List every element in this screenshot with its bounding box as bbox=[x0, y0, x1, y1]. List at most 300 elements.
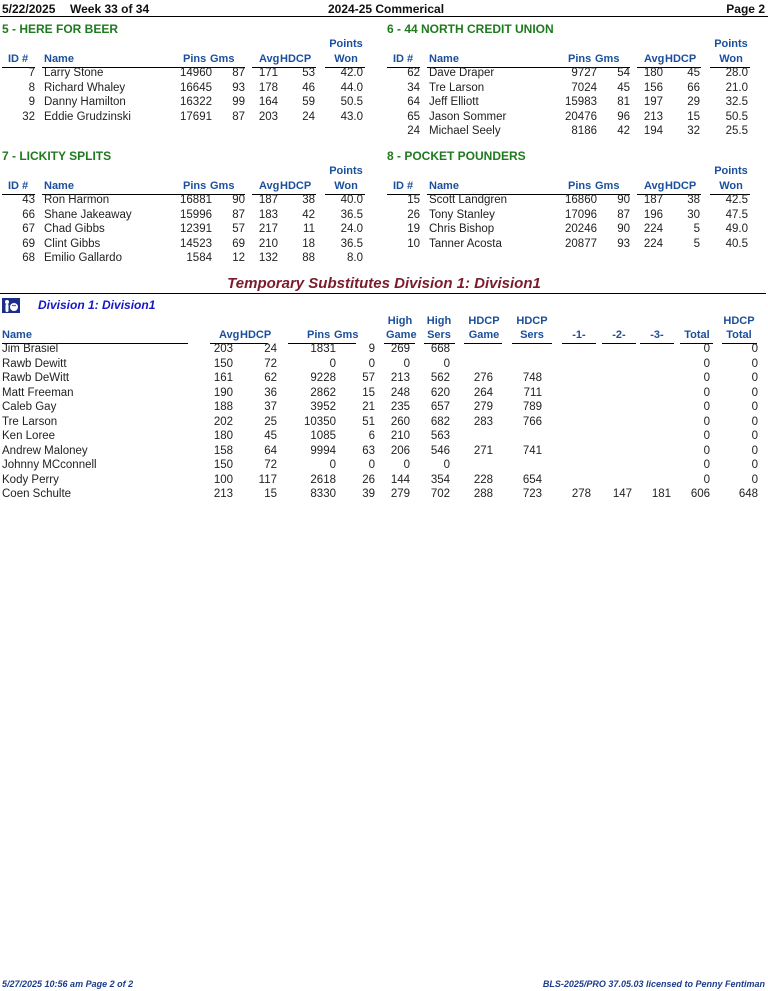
high-game-header: Game bbox=[386, 329, 417, 341]
player-average: 132 bbox=[258, 252, 278, 264]
sub-hdcp-series: 766 bbox=[522, 415, 542, 428]
sub-game2: 147 bbox=[612, 488, 632, 500]
sub-total: 0 bbox=[703, 415, 710, 428]
sub-hdcp-series: 654 bbox=[522, 473, 542, 486]
player-handicap: 53 bbox=[302, 67, 315, 79]
sub-total: 0 bbox=[703, 430, 710, 442]
header-underline bbox=[640, 343, 674, 344]
col-name-header: Name bbox=[429, 180, 459, 192]
sub-total: 0 bbox=[703, 343, 710, 355]
player-average: 178 bbox=[258, 81, 278, 94]
player-games: 90 bbox=[232, 194, 245, 206]
col-hdcp-header: HDCP bbox=[280, 53, 312, 65]
sub-average: 188 bbox=[213, 401, 233, 413]
sub-hdcp-total: 0 bbox=[751, 386, 758, 399]
player-games: 90 bbox=[617, 223, 630, 235]
player-pins: 14523 bbox=[180, 237, 212, 250]
player-points-won: 43.0 bbox=[340, 110, 363, 123]
gms-header: Gms bbox=[334, 329, 359, 341]
col-name-header: Name bbox=[44, 180, 74, 192]
player-points-won: 28.0 bbox=[725, 67, 748, 79]
player-id: 65 bbox=[407, 110, 420, 123]
player-handicap: 18 bbox=[302, 237, 315, 250]
player-name: Jeff Elliott bbox=[429, 96, 479, 108]
sub-high-game: 0 bbox=[403, 459, 410, 471]
footer-timestamp: 5/27/2025 10:56 am Page 2 of 2 bbox=[2, 979, 134, 989]
player-points-won: 50.5 bbox=[340, 96, 363, 108]
sub-game1: 278 bbox=[571, 488, 591, 500]
player-id: 67 bbox=[22, 223, 35, 235]
hdcp-total-header: Total bbox=[726, 329, 752, 341]
player-name: Larry Stone bbox=[44, 67, 104, 79]
player-games: 87 bbox=[617, 208, 630, 221]
player-name: Michael Seely bbox=[429, 125, 501, 137]
sub-hdcp-total: 0 bbox=[751, 401, 758, 413]
sub-high-series: 702 bbox=[430, 488, 450, 500]
player-points-won: 50.5 bbox=[725, 110, 748, 123]
player-pins: 1584 bbox=[186, 252, 212, 264]
sub-pins: 8330 bbox=[310, 488, 336, 500]
player-name: Jason Sommer bbox=[429, 110, 507, 123]
header-rule bbox=[0, 16, 768, 17]
col-id-header: ID # bbox=[393, 180, 414, 192]
sub-games: 0 bbox=[368, 459, 375, 471]
player-name: Chris Bishop bbox=[429, 223, 495, 235]
sub-total: 0 bbox=[703, 357, 710, 370]
sub-high-game: 210 bbox=[390, 430, 410, 442]
player-id: 66 bbox=[22, 208, 35, 221]
sub-hdcp-game: 264 bbox=[473, 386, 493, 399]
player-pins: 7024 bbox=[571, 81, 597, 94]
col-avg-header: Avg bbox=[644, 180, 665, 192]
sub-high-series: 657 bbox=[430, 401, 450, 413]
player-average: 187 bbox=[643, 194, 663, 206]
player-name: Chad Gibbs bbox=[44, 223, 105, 235]
player-pins: 17691 bbox=[180, 110, 212, 123]
sub-high-game: 213 bbox=[390, 372, 410, 384]
bowling-icon bbox=[2, 298, 20, 313]
player-average: 210 bbox=[258, 237, 278, 250]
sub-average: 203 bbox=[213, 343, 233, 355]
player-name: Dave Draper bbox=[429, 67, 495, 79]
player-games: 54 bbox=[617, 67, 630, 79]
sub-hdcp-total: 0 bbox=[751, 343, 758, 355]
player-handicap: 5 bbox=[693, 223, 700, 235]
col-points-header: Points bbox=[714, 165, 748, 177]
team-title: 5 - HERE FOR BEER bbox=[2, 22, 119, 36]
sub-hdcp-series: 748 bbox=[522, 372, 542, 384]
player-name: Tanner Acosta bbox=[429, 237, 502, 250]
player-handicap: 11 bbox=[303, 223, 315, 235]
sub-total: 0 bbox=[703, 459, 710, 471]
report-week: Week 33 of 34 bbox=[70, 2, 150, 16]
hdcp-game-header: Game bbox=[468, 329, 500, 341]
league-name: 2024-25 Commerical bbox=[328, 2, 445, 16]
sub-games: 57 bbox=[362, 372, 375, 384]
sub-high-game: 235 bbox=[390, 401, 410, 413]
footer-license: BLS-2025/PRO 37.05.03 licensed to Penny Fentiman bbox=[542, 979, 765, 989]
sub-hdcp-game: 279 bbox=[473, 401, 493, 413]
col-gms-header: Gms bbox=[210, 180, 235, 192]
sub-pins: 2618 bbox=[310, 473, 336, 486]
player-points-won: 40.5 bbox=[725, 237, 748, 250]
sub-handicap: 24 bbox=[264, 343, 277, 355]
col-avg-header: Avg bbox=[259, 180, 280, 192]
sub-name: Rawb DeWitt bbox=[2, 372, 70, 384]
col-pins-header: Pins bbox=[568, 180, 592, 192]
sub-hdcp-game: 271 bbox=[473, 444, 493, 457]
sub-pins: 9228 bbox=[310, 372, 336, 384]
player-handicap: 38 bbox=[687, 194, 700, 206]
sub-name: Johnny MCconnell bbox=[2, 459, 97, 471]
sub-average: 100 bbox=[213, 473, 233, 486]
player-average: 224 bbox=[643, 223, 663, 235]
player-pins: 15983 bbox=[565, 96, 597, 108]
player-average: 164 bbox=[258, 96, 278, 108]
col-won-header: Won bbox=[719, 53, 743, 65]
sub-high-series: 682 bbox=[430, 415, 450, 428]
player-name: Clint Gibbs bbox=[44, 237, 101, 250]
sub-total: 0 bbox=[703, 444, 710, 457]
team-title: 8 - POCKET POUNDERS bbox=[387, 149, 526, 163]
sub-pins: 1085 bbox=[310, 430, 336, 442]
player-games: 69 bbox=[232, 237, 245, 250]
col-won-header: Won bbox=[334, 53, 358, 65]
col-name-header: Name bbox=[44, 53, 74, 65]
player-points-won: 47.5 bbox=[725, 208, 748, 221]
pins-header: Pins bbox=[307, 329, 331, 341]
player-pins: 8186 bbox=[571, 125, 597, 137]
hdcp-header: HDCP bbox=[240, 329, 272, 341]
sub-high-game: 144 bbox=[390, 473, 410, 486]
sub-hdcp-total: 0 bbox=[751, 357, 758, 370]
col-points-header: Points bbox=[329, 165, 363, 177]
player-name: Shane Jakeaway bbox=[44, 208, 132, 221]
sub-average: 190 bbox=[213, 386, 233, 399]
sub-pins: 0 bbox=[329, 357, 336, 370]
sub-average: 180 bbox=[213, 430, 233, 442]
sub-pins: 10350 bbox=[304, 415, 336, 428]
player-name: Ron Harmon bbox=[44, 194, 110, 206]
sub-high-series: 620 bbox=[430, 386, 450, 399]
col-gms-header: Gms bbox=[595, 180, 620, 192]
name-header: Name bbox=[2, 329, 32, 341]
player-points-won: 42.5 bbox=[725, 194, 748, 206]
sub-total: 0 bbox=[703, 372, 710, 384]
player-pins: 15996 bbox=[180, 208, 212, 221]
player-id: 8 bbox=[28, 81, 35, 94]
player-games: 87 bbox=[232, 67, 245, 79]
player-games: 96 bbox=[617, 110, 630, 123]
sub-handicap: 15 bbox=[264, 488, 277, 500]
player-handicap: 59 bbox=[302, 96, 315, 108]
sub-high-game: 269 bbox=[390, 343, 410, 355]
player-points-won: 36.5 bbox=[340, 208, 363, 221]
player-pins: 16645 bbox=[180, 81, 212, 94]
player-pins: 20877 bbox=[565, 237, 597, 250]
player-pins: 16881 bbox=[180, 194, 212, 206]
sub-games: 15 bbox=[362, 386, 375, 399]
sub-average: 213 bbox=[213, 488, 233, 500]
player-points-won: 25.5 bbox=[725, 125, 748, 137]
player-id: 10 bbox=[407, 237, 420, 250]
sub-handicap: 72 bbox=[264, 357, 277, 370]
sub-hdcp-total: 0 bbox=[751, 372, 758, 384]
header-underline bbox=[464, 343, 502, 344]
sub-pins: 2862 bbox=[310, 386, 336, 399]
col-id-header: ID # bbox=[8, 180, 29, 192]
player-points-won: 21.0 bbox=[725, 81, 748, 94]
player-points-won: 42.0 bbox=[340, 67, 363, 79]
sub-hdcp-total: 0 bbox=[751, 473, 758, 486]
sub-average: 150 bbox=[213, 357, 233, 370]
avg-header: Avg bbox=[219, 329, 240, 341]
player-name: Emilio Gallardo bbox=[44, 252, 122, 264]
hdcp-series-header: Sers bbox=[520, 329, 544, 341]
player-average: 197 bbox=[643, 96, 663, 108]
sub-hdcp-series: 723 bbox=[522, 488, 542, 500]
col-gms-header: Gms bbox=[595, 53, 620, 65]
player-name: Tre Larson bbox=[429, 81, 485, 94]
player-games: 90 bbox=[617, 194, 630, 206]
col-points-header: Points bbox=[329, 38, 363, 50]
sub-name: Kody Perry bbox=[2, 473, 59, 486]
sub-average: 150 bbox=[213, 459, 233, 471]
sub-games: 9 bbox=[368, 343, 375, 355]
player-id: 19 bbox=[407, 223, 420, 235]
sub-average: 158 bbox=[213, 444, 233, 457]
sub-games: 0 bbox=[368, 357, 375, 370]
sub-high-series: 668 bbox=[430, 343, 450, 355]
player-average: 224 bbox=[643, 237, 663, 250]
sub-hdcp-series: 741 bbox=[522, 444, 542, 457]
total-header: Total bbox=[684, 329, 710, 341]
player-pins: 16322 bbox=[180, 96, 212, 108]
sub-name: Ken Loree bbox=[2, 430, 56, 442]
col-won-header: Won bbox=[334, 180, 358, 192]
player-games: 93 bbox=[232, 81, 245, 94]
team-title: 6 - 44 NORTH CREDIT UNION bbox=[387, 22, 554, 36]
sub-name: Rawb Dewitt bbox=[2, 357, 67, 370]
col-hdcp-header: HDCP bbox=[280, 180, 312, 192]
sub-games: 21 bbox=[362, 401, 375, 413]
sub-hdcp-total: 648 bbox=[738, 488, 758, 500]
player-name: Scott Landgren bbox=[429, 194, 508, 206]
sub-high-series: 563 bbox=[430, 430, 450, 442]
col-avg-header: Avg bbox=[259, 53, 280, 65]
col-pins-header: Pins bbox=[183, 53, 207, 65]
player-points-won: 49.0 bbox=[725, 223, 748, 235]
player-points-won: 40.0 bbox=[340, 194, 363, 206]
player-handicap: 24 bbox=[302, 110, 315, 123]
division-label: Division 1: Division1 bbox=[38, 298, 156, 312]
sub-game3: 181 bbox=[651, 488, 671, 500]
sub-high-game: 279 bbox=[390, 488, 410, 500]
player-name: Eddie Grudzinski bbox=[44, 110, 131, 123]
col-name-header: Name bbox=[429, 53, 459, 65]
sub-high-series: 562 bbox=[430, 372, 450, 384]
player-handicap: 88 bbox=[302, 252, 315, 264]
player-pins: 9727 bbox=[571, 67, 597, 79]
player-pins: 14960 bbox=[180, 67, 212, 79]
subs-title: Temporary Substitutes Division 1: Division1 bbox=[227, 275, 541, 292]
sub-games: 63 bbox=[362, 444, 375, 457]
player-id: 69 bbox=[22, 237, 35, 250]
player-id: 34 bbox=[407, 81, 420, 94]
hdcp-series-header-top: HDCP bbox=[516, 315, 548, 327]
col-id-header: ID # bbox=[393, 53, 414, 65]
player-pins: 20476 bbox=[565, 110, 597, 123]
player-handicap: 42 bbox=[302, 208, 315, 221]
player-id: 7 bbox=[28, 67, 35, 79]
sub-total: 0 bbox=[703, 401, 710, 413]
player-handicap: 45 bbox=[687, 67, 700, 79]
page-number: Page 2 bbox=[726, 2, 765, 16]
sub-hdcp-game: 283 bbox=[473, 415, 493, 428]
player-handicap: 5 bbox=[693, 237, 700, 250]
sub-total: 0 bbox=[703, 473, 710, 486]
player-average: 171 bbox=[258, 67, 278, 79]
sub-name: Andrew Maloney bbox=[2, 444, 88, 457]
sub-high-series: 546 bbox=[430, 444, 450, 457]
header-underline bbox=[562, 343, 596, 344]
sub-high-game: 260 bbox=[390, 415, 410, 428]
player-average: 203 bbox=[258, 110, 278, 123]
sub-name: Tre Larson bbox=[2, 415, 58, 428]
sub-hdcp-total: 0 bbox=[751, 415, 758, 428]
player-name: Tony Stanley bbox=[429, 208, 495, 221]
sub-name: Caleb Gay bbox=[2, 401, 57, 413]
player-points-won: 44.0 bbox=[340, 81, 363, 94]
team-title: 7 - LICKITY SPLITS bbox=[2, 149, 112, 163]
col-hdcp-header: HDCP bbox=[665, 180, 697, 192]
player-average: 213 bbox=[643, 110, 663, 123]
player-id: 26 bbox=[407, 208, 420, 221]
player-handicap: 29 bbox=[687, 96, 700, 108]
player-id: 64 bbox=[407, 96, 420, 108]
player-id: 9 bbox=[28, 96, 35, 108]
col-hdcp-header: HDCP bbox=[665, 53, 697, 65]
player-points-won: 24.0 bbox=[340, 223, 363, 235]
sub-hdcp-series: 711 bbox=[523, 386, 542, 399]
sub-handicap: 117 bbox=[258, 473, 277, 486]
player-name: Richard Whaley bbox=[44, 81, 126, 94]
sub-games: 51 bbox=[362, 415, 375, 428]
sub-hdcp-game: 288 bbox=[473, 488, 493, 500]
player-handicap: 66 bbox=[687, 81, 700, 94]
sub-hdcp-total: 0 bbox=[751, 444, 758, 457]
player-average: 183 bbox=[258, 208, 278, 221]
sub-hdcp-game: 276 bbox=[473, 372, 493, 384]
player-points-won: 32.5 bbox=[725, 96, 748, 108]
player-games: 93 bbox=[617, 237, 630, 250]
sub-high-series: 0 bbox=[443, 357, 450, 370]
sub-high-game: 248 bbox=[390, 386, 410, 399]
col-points-header: Points bbox=[714, 38, 748, 50]
player-id: 32 bbox=[22, 110, 35, 123]
sub-average: 161 bbox=[213, 372, 233, 384]
col-pins-header: Pins bbox=[183, 180, 207, 192]
col-pins-header: Pins bbox=[568, 53, 592, 65]
sub-total: 606 bbox=[690, 488, 710, 500]
sub-hdcp-total: 0 bbox=[751, 430, 758, 442]
subs-rule bbox=[0, 293, 766, 294]
sub-name: Jim Brasiel bbox=[2, 343, 59, 355]
sub-handicap: 25 bbox=[264, 415, 277, 428]
player-average: 194 bbox=[643, 125, 663, 137]
sub-handicap: 64 bbox=[264, 444, 277, 457]
player-games: 45 bbox=[617, 81, 630, 94]
game1-header: -1- bbox=[572, 329, 586, 341]
sub-handicap: 72 bbox=[264, 459, 277, 471]
player-id: 24 bbox=[407, 125, 420, 137]
sub-hdcp-series: 789 bbox=[522, 401, 542, 413]
player-games: 57 bbox=[232, 223, 245, 235]
player-id: 15 bbox=[407, 194, 420, 206]
col-avg-header: Avg bbox=[644, 53, 665, 65]
player-handicap: 38 bbox=[302, 194, 315, 206]
sub-high-series: 0 bbox=[443, 459, 450, 471]
sub-high-series: 354 bbox=[430, 473, 450, 486]
sub-hdcp-game: 228 bbox=[473, 473, 493, 486]
sub-pins: 3952 bbox=[310, 401, 336, 413]
player-handicap: 15 bbox=[687, 110, 700, 123]
sub-games: 6 bbox=[368, 430, 375, 442]
player-pins: 16860 bbox=[565, 194, 597, 206]
sub-handicap: 37 bbox=[264, 401, 277, 413]
sub-hdcp-total: 0 bbox=[751, 459, 758, 471]
sub-handicap: 36 bbox=[264, 386, 277, 399]
player-games: 12 bbox=[232, 252, 245, 264]
player-games: 99 bbox=[232, 96, 245, 108]
player-average: 196 bbox=[643, 208, 663, 221]
sub-high-game: 206 bbox=[390, 444, 410, 457]
hdcp-game-header-top: HDCP bbox=[468, 315, 500, 327]
game3-header: -3- bbox=[650, 329, 664, 341]
player-handicap: 46 bbox=[302, 81, 315, 94]
player-handicap: 30 bbox=[687, 208, 700, 221]
header-underline bbox=[602, 343, 636, 344]
player-pins: 17096 bbox=[565, 208, 597, 221]
high-game-header-top: High bbox=[387, 315, 413, 327]
player-id: 68 bbox=[22, 252, 35, 264]
player-average: 180 bbox=[643, 67, 663, 79]
player-handicap: 32 bbox=[687, 125, 700, 137]
hdcp-total-header-top: HDCP bbox=[723, 315, 755, 327]
sub-total: 0 bbox=[703, 386, 710, 399]
sub-games: 39 bbox=[362, 488, 375, 500]
sub-pins: 9994 bbox=[310, 444, 336, 457]
sub-pins: 0 bbox=[329, 459, 336, 471]
player-points-won: 36.5 bbox=[340, 237, 363, 250]
header-underline bbox=[512, 343, 552, 344]
sub-name: Matt Freeman bbox=[2, 386, 74, 399]
player-name: Danny Hamilton bbox=[44, 96, 126, 108]
high-series-header: Sers bbox=[427, 329, 451, 341]
player-average: 156 bbox=[643, 81, 663, 94]
high-series-header-top: High bbox=[426, 315, 452, 327]
player-average: 187 bbox=[258, 194, 278, 206]
sub-average: 202 bbox=[213, 415, 233, 428]
sub-high-game: 0 bbox=[403, 357, 410, 370]
player-pins: 12391 bbox=[180, 223, 212, 235]
player-points-won: 8.0 bbox=[347, 252, 363, 264]
player-games: 42 bbox=[617, 125, 630, 137]
col-gms-header: Gms bbox=[210, 53, 235, 65]
sub-handicap: 62 bbox=[264, 372, 277, 384]
sub-pins: 1831 bbox=[310, 343, 336, 355]
player-games: 87 bbox=[232, 110, 245, 123]
